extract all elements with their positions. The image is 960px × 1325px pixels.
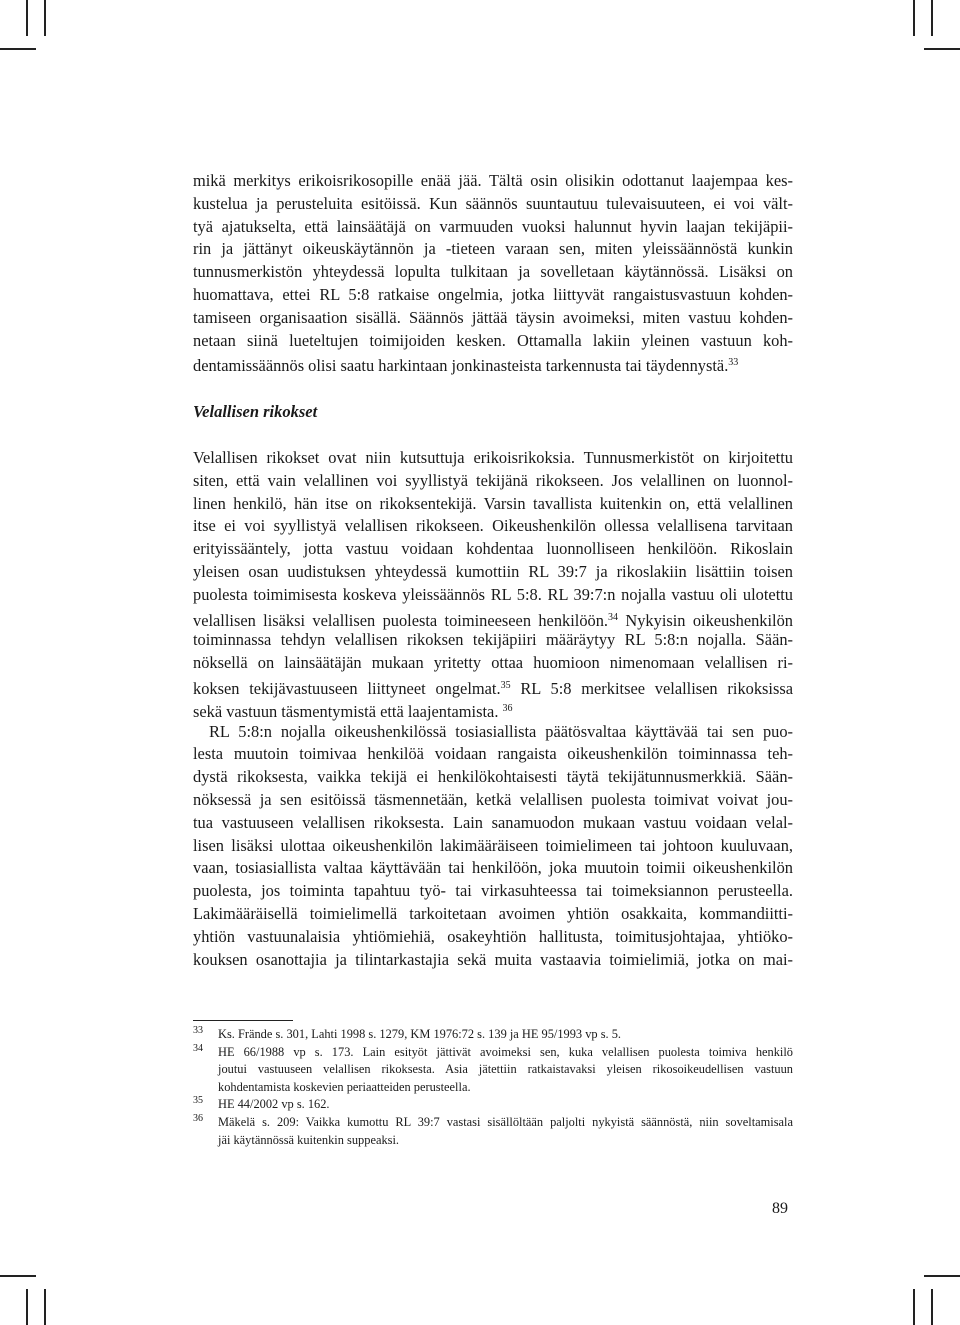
footnote-33 [193,1026,793,1044]
footnotes [193,1026,793,1149]
text-line [193,352,793,375]
footnote-ref-36[interactable]: 36 [502,702,513,714]
crop-mark-bl-h [0,1275,36,1277]
text-line: tamiseen organisaation sisällä. Säännös jättää täysin avoimeksi, miten vastuu kohden- [193,307,793,327]
footnote-number: 34 [193,1042,203,1054]
text-line: netaan siinä lueteltujen toimijoiden kesken. Ottamalla lakiin yleinen vastuun koh- [193,330,793,350]
crop-mark-tl-v [26,0,28,36]
footnote-number: 35 [193,1095,203,1107]
footnote-34 [193,1044,793,1097]
text-line: yhtiön vastuunalaisia yhtiömiehiä, osakeyhtiön hallitusta, toimitusjohtajaa, yhtiöko- [193,926,793,946]
footnote-number: 33 [193,1025,203,1036]
text-span: sekä vastuun täsmentymistä että laajentamista. [193,701,499,721]
footnote-text: HE 44/2002 vp s. 162. [218,1097,330,1112]
text-span: koksen tekijävastuuseen liittyneet ongelmat. [193,678,501,698]
footnote-ref-33[interactable]: 33 [728,357,739,369]
text-line: puolesta, jos toiminta tapahtuu työ- tai virkasuhteessa tai toimeksiannon perusteella. [193,881,793,901]
text-line: lisen lisäksi ulottaa oikeushenkilön lakimääräiseen toimielimeen tai johtoon kuuluvaan, [193,835,793,855]
crop-mark-tr-v [913,0,915,36]
text-line: Lakimääräisellä toimielimellä tarkoitetaan avoimen yhtiön osakkaita, kommandiitti- [193,903,793,923]
text-line [193,675,793,698]
text-line: tyä ajatukselta, että lainsäätäjä on varmuuden vuoksi halunnut hyvin laajan tekijäpii- [193,216,793,236]
text-line: itse ei voi syyllistyä velallisen rikokseen. Oikeushenkilön ollessa velallisena tarvitaan [193,516,793,536]
footnote-36 [193,1114,793,1149]
crop-mark-bl-v [26,1289,28,1325]
text-line: Velallisen rikokset ovat niin kutsuttuja erikoisrikoksia. Tunnusmerkistöt on kirjoitettu [193,448,793,467]
text-line [193,607,793,630]
footnote-text: Ks. Frände s. 301, Lahti 1998 s. 1279, KM 1976:72 s. 139 ja HE 95/1993 vp s. 5. [218,1027,622,1041]
text-line: mikä merkitys erikoisrikosopille enää jää. Tältä osin olisikin odottanut laajempaa kes- [193,171,793,190]
text-line: dystä rikoksesta, vaikka tekijä ei henkilökohtaisesti täytä tekijätunnusmerkkiä. Sään- [193,767,793,787]
text-line: toiminnassa tehdyn velallisen rikoksen tekijäpiiri määräytyy RL 5:8:n nojalla. Sään- [193,630,793,650]
text-line: tunnusmerkistön yhteydessä lopulta tulkitaan ja sovelletaan käytännössä. Lisäksi on [193,262,793,282]
footnote-ref-34[interactable]: 34 [608,611,619,623]
paragraph-1 [193,170,793,375]
text-line: siten, että vain velallinen voi syyllistyä tekijänä rikokseen. Jos velallinen on luonnol- [193,470,793,490]
footnote-text: kohdentamista koskevien periaatteiden perusteella. [218,1079,471,1094]
text-line: nöksellä on lainsäätäjän mukaan yritetty ottaa huomioon nimenomaan velallisen ri- [193,653,793,673]
footnote-number: 36 [193,1112,203,1124]
text-line: RL 5:8:n nojalla oikeushenkilössä tosiasiallista päätösvaltaa käyttävää tai sen puo- [209,721,793,741]
crop-mark-br-v2 [931,1289,933,1325]
footnote-divider [193,1020,293,1021]
text-line: rin ja jättänyt oikeuskäytännön ja -tieteen varaan sen, miten yleissäännöstä kunkin [193,239,793,259]
footnote-text: joutui vastuuseen velallisen rikoksesta. Asia jätettiin ratkaistavaksi yleisen rikosoikeudellisen vastuun [218,1062,793,1077]
footnote-ref-35[interactable]: 35 [500,679,511,691]
section-heading: Velallisen rikokset [193,402,318,421]
text-line: nöksessä ja sen esitöissä täsmennetään, ketkä velallisen puolesta toimivat voivat jou- [193,789,793,809]
footnote-text: Mäkelä s. 209: Vaikka kumottu RL 39:7 vastasi sisällöltään paljolti nykyistä säännöstä, niin soveltamisala [218,1114,793,1129]
crop-mark-tl-h [0,48,36,50]
text-line: vaan, tosiasiallista valtaa käyttävään tai henkilöön, joka muutoin toimii oikeushenkilön [193,858,793,878]
footnote-text: jäi käytännössä kuitenkin suppeaksi. [218,1132,400,1147]
text-line: tua vastuuseen velallisen rikoksesta. Lain sanamuodon mukaan vastuu voidaan velal- [193,812,793,832]
crop-mark-br-h [924,1275,960,1277]
text-line: kouksen osanottajia ja tilintarkastajia sekä muita vastaavia toimielimiä, jotka on mai- [193,949,793,969]
paragraph-2 [193,447,793,971]
text-line: huomattava, ettei RL 5:8 ratkaise ongelmia, jotka liittyvät rangaistusvastuun kohden- [193,284,793,304]
text-line: puolesta toimimisesta koskeva yleissäännös RL 5:8. RL 39:7:n nojalla vastuu oli ulotettu [193,584,793,604]
text-span: RL 5:8 merkitsee velallisen rikoksissa [520,678,793,698]
text-line [193,698,793,721]
page-number: 89 [772,1200,788,1217]
crop-mark-tr-v2 [931,0,933,36]
crop-mark-bl-v2 [44,1289,46,1325]
text-line: lesta muutoin toimivaa henkilöä voidaan rangaista oikeushenkilön toiminnassa teh- [193,744,793,764]
footnote-text: HE 66/1988 vp s. 173. Lain esityöt jättivät avoimeksi sen, kuka velallisen puolesta toimiva henkilö [218,1044,793,1059]
footnote-35 [193,1096,793,1114]
text-line: erityissääntely, jotta vastuu voidaan kohdentaa luonnolliseen henkilöön. Rikoslain [193,539,793,559]
text-span: Nykyisin oikeushenkilön [625,610,793,630]
crop-mark-br-v [913,1289,915,1325]
crop-mark-tr-h [924,48,960,50]
text-line: yleisen osan uudistuksen yhteydessä kumottiin RL 39:7 ja rikoslakiin lisättiin toisen [193,561,793,581]
text-span: dentamissäännös olisi saatu harkintaan jonkinasteista tarkennusta tai täydennystä. [193,356,729,376]
text-span: velallisen lisäksi velallisen puolesta toimineeseen henkilöön. [193,610,609,630]
text-line: kustelua ja perusteluita esitöissä. Kun säännös suuntautuu tulevaisuuteen, ei voi vält- [193,193,793,213]
text-line: linen henkilö, hän itse on rikoksentekijä. Varsin tavallista kuitenkin on, että velallinen [193,493,793,513]
crop-mark-tl-v2 [44,0,46,36]
